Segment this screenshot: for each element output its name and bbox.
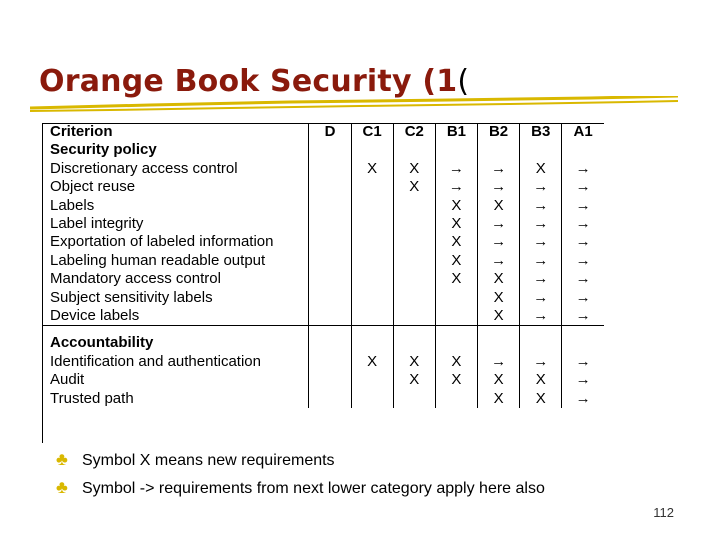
rating-cell: →: [478, 353, 520, 371]
rating-cell: [309, 270, 351, 288]
rating-cell: →: [520, 289, 562, 307]
rating-cell: X: [393, 353, 435, 371]
rating-cell: X: [435, 233, 477, 251]
empty-cell: [351, 334, 393, 352]
criterion-label: Labels: [50, 196, 95, 214]
criteria-table-container: [42, 123, 604, 443]
criterion-label: Mandatory access control: [50, 270, 221, 288]
table-row: [42, 178, 604, 196]
slide-title-text: Orange Book Security (1: [39, 64, 458, 99]
criterion-label: Labeling human readable output: [50, 251, 266, 269]
table-row: [42, 307, 604, 326]
rating-cell: X: [478, 307, 520, 326]
rating-cell: →: [520, 197, 562, 215]
rating-cell: →: [562, 252, 604, 270]
rating-cell: [309, 252, 351, 270]
rating-cell: →: [520, 178, 562, 196]
table-header-row: [42, 123, 604, 141]
header-c2: C2: [393, 123, 435, 141]
criterion-label: Subject sensitivity labels: [50, 288, 213, 306]
rating-cell: →: [562, 270, 604, 288]
section-spacer: [42, 326, 604, 335]
rating-cell: [435, 390, 477, 408]
rating-cell: [309, 307, 351, 326]
rating-cell: X: [478, 289, 520, 307]
rating-cell: →: [562, 160, 604, 178]
page-number: 112: [653, 505, 674, 520]
rating-cell: [351, 307, 393, 326]
empty-cell: [393, 141, 435, 159]
rating-cell: [393, 390, 435, 408]
title-underline: [30, 96, 678, 114]
empty-cell: [435, 334, 477, 352]
rating-cell: →: [478, 178, 520, 196]
rating-cell: [393, 197, 435, 215]
club-bullet-icon: ♣: [56, 449, 68, 469]
empty-cell: [520, 334, 562, 352]
rating-cell: X: [393, 178, 435, 196]
rating-cell: X: [520, 390, 562, 408]
section-title: Accountability: [50, 334, 154, 352]
rating-cell: [309, 353, 351, 371]
criterion-label: Audit: [50, 371, 85, 389]
rating-cell: [351, 289, 393, 307]
table-row: [42, 353, 604, 371]
criterion-label: Identification and authentication: [50, 352, 261, 370]
note-item: [56, 474, 545, 502]
criterion-label: Discretionary access control: [50, 159, 238, 177]
rating-cell: [309, 233, 351, 251]
empty-cell: [435, 141, 477, 159]
rating-cell: [351, 390, 393, 408]
table-row: [42, 289, 604, 307]
rating-cell: →: [562, 390, 604, 408]
rating-cell: [393, 289, 435, 307]
slide-title: [39, 64, 469, 99]
rating-cell: [435, 307, 477, 326]
rating-cell: →: [520, 252, 562, 270]
empty-cell: [309, 334, 351, 352]
section-header-row: [42, 141, 604, 159]
rating-cell: →: [562, 353, 604, 371]
header-b2: B2: [478, 123, 520, 141]
rating-cell: X: [435, 252, 477, 270]
rating-cell: X: [520, 371, 562, 389]
note-text: Symbol X means new requirements: [82, 452, 335, 469]
rating-cell: [351, 233, 393, 251]
header-b3: B3: [520, 123, 562, 141]
table-row: [42, 390, 604, 408]
criterion-label: Exportation of labeled information: [50, 233, 274, 251]
slide-title-paren: (: [457, 64, 470, 99]
header-c1: C1: [351, 123, 393, 141]
rating-cell: [351, 371, 393, 389]
rating-cell: [351, 178, 393, 196]
rating-cell: [351, 197, 393, 215]
rating-cell: →: [562, 307, 604, 326]
rating-cell: X: [351, 353, 393, 371]
rating-cell: X: [393, 371, 435, 389]
rating-cell: X: [351, 160, 393, 178]
empty-cell: [562, 334, 604, 352]
note-text: Symbol -> requirements from next lower category apply here also: [82, 480, 545, 497]
header-criterion: Criterion: [50, 123, 113, 140]
empty-cell: [478, 334, 520, 352]
rating-cell: [435, 289, 477, 307]
rating-cell: [309, 215, 351, 233]
rating-cell: X: [478, 390, 520, 408]
rating-cell: →: [562, 197, 604, 215]
rating-cell: →: [520, 233, 562, 251]
rating-cell: →: [478, 160, 520, 178]
rating-cell: [351, 270, 393, 288]
empty-cell: [309, 141, 351, 159]
rating-cell: [393, 270, 435, 288]
rating-cell: →: [562, 215, 604, 233]
table-row: [42, 371, 604, 389]
criterion-label: Device labels: [42, 307, 309, 326]
rating-cell: X: [435, 215, 477, 233]
rating-cell: →: [435, 160, 477, 178]
rating-cell: [393, 252, 435, 270]
rating-cell: [309, 390, 351, 408]
header-a1: A1: [562, 123, 604, 141]
rating-cell: X: [435, 353, 477, 371]
rating-cell: X: [478, 197, 520, 215]
empty-cell: [478, 141, 520, 159]
rating-cell: [309, 178, 351, 196]
table-row: [42, 252, 604, 270]
rating-cell: X: [478, 270, 520, 288]
rating-cell: →: [520, 270, 562, 288]
rating-cell: [309, 289, 351, 307]
rating-cell: →: [478, 215, 520, 233]
rating-cell: [309, 160, 351, 178]
rating-cell: [351, 215, 393, 233]
club-bullet-icon: ♣: [56, 477, 68, 497]
table-row: [42, 215, 604, 233]
empty-cell: [351, 141, 393, 159]
criterion-label: Label integrity: [50, 215, 144, 233]
rating-cell: →: [562, 178, 604, 196]
rating-cell: X: [435, 270, 477, 288]
empty-cell: [520, 141, 562, 159]
section-header-row: [42, 334, 604, 352]
note-item: [56, 446, 545, 474]
rating-cell: →: [520, 215, 562, 233]
table-body: [42, 141, 604, 408]
rating-cell: →: [520, 353, 562, 371]
header-b1: B1: [435, 123, 477, 141]
criteria-table: [42, 123, 604, 408]
section-title: Security policy: [50, 141, 157, 159]
rating-cell: [393, 233, 435, 251]
header-d: D: [309, 123, 351, 141]
empty-cell: [562, 141, 604, 159]
rating-cell: X: [435, 371, 477, 389]
rating-cell: [309, 197, 351, 215]
rating-cell: →: [520, 307, 562, 326]
empty-cell: [393, 334, 435, 352]
criterion-label: Object reuse: [50, 178, 136, 196]
rating-cell: [393, 215, 435, 233]
rating-cell: X: [435, 197, 477, 215]
table-row: [42, 197, 604, 215]
rating-cell: X: [393, 160, 435, 178]
notes-list: [56, 446, 545, 502]
rating-cell: →: [478, 252, 520, 270]
rating-cell: [351, 252, 393, 270]
rating-cell: →: [435, 178, 477, 196]
rating-cell: X: [520, 160, 562, 178]
rating-cell: →: [562, 233, 604, 251]
criterion-label: Trusted path: [50, 389, 134, 407]
rating-cell: X: [478, 371, 520, 389]
rating-cell: →: [478, 233, 520, 251]
rating-cell: [309, 371, 351, 389]
rating-cell: →: [562, 371, 604, 389]
table-row: [42, 233, 604, 251]
rating-cell: [393, 307, 435, 326]
table-row: [42, 270, 604, 288]
rating-cell: →: [562, 289, 604, 307]
table-row: [42, 160, 604, 178]
